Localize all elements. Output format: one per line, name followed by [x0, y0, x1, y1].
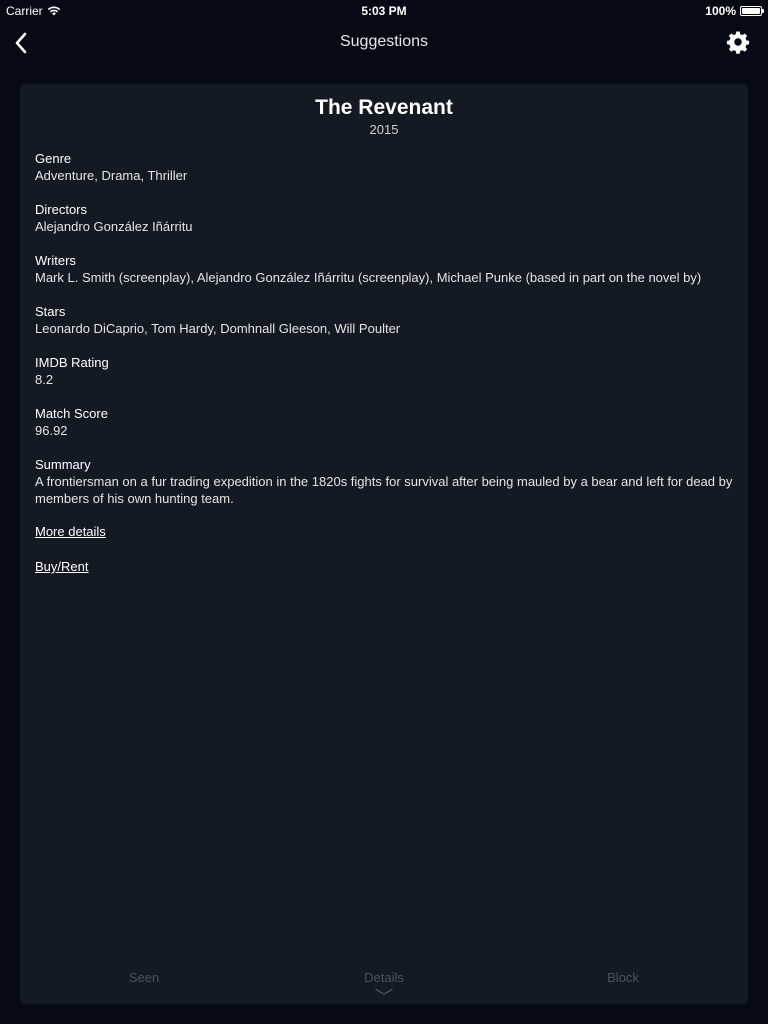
more-details-link[interactable]: More details — [35, 524, 106, 539]
field-value: Leonardo DiCaprio, Tom Hardy, Domhnall Gleeson, Will Poulter — [35, 321, 401, 336]
field-summary — [35, 456, 733, 507]
field-match-score — [35, 405, 733, 439]
chevron-down-icon — [374, 988, 394, 996]
movie-title: The Revenant — [315, 96, 453, 119]
movie-card — [20, 84, 748, 1004]
settings-button[interactable] — [726, 30, 750, 54]
battery-icon — [740, 6, 762, 16]
movie-fields — [35, 150, 733, 507]
field-label: Writers — [35, 253, 76, 268]
field-value: Mark L. Smith (screenplay), Alejandro González Iñárritu (screenplay), Michael Punke (based in part on the novel by) — [35, 270, 702, 285]
field-value: Alejandro González Iñárritu — [35, 219, 193, 234]
field-stars — [35, 303, 733, 337]
gear-icon — [726, 30, 750, 54]
field-value: A frontiersman on a fur trading expedition in the 1820s fights for survival after being mauled by a bear and left for dead by members of his own hunting team. — [35, 474, 733, 506]
status-time: 5:03 PM — [361, 4, 407, 18]
buy-rent-link[interactable]: Buy/Rent — [35, 559, 89, 574]
field-imdb-rating — [35, 354, 733, 388]
field-value: 96.92 — [35, 423, 68, 438]
field-value: Adventure, Drama, Thriller — [35, 168, 188, 183]
carrier-label: Carrier — [6, 4, 43, 18]
nav-bar — [0, 22, 768, 64]
field-label: Summary — [35, 457, 91, 472]
page-title: Suggestions — [339, 33, 429, 50]
bottom-tabs — [20, 962, 748, 1004]
field-value: 8.2 — [35, 372, 54, 387]
tab-details[interactable]: Details — [364, 970, 404, 985]
tab-seen[interactable]: Seen — [128, 970, 160, 985]
movie-year: 2015 — [369, 122, 399, 137]
field-label: Genre — [35, 151, 72, 166]
tab-block[interactable]: Block — [607, 970, 639, 985]
status-bar — [0, 0, 768, 22]
field-label: Directors — [35, 202, 88, 217]
field-label: Stars — [35, 304, 66, 319]
field-genre — [35, 150, 733, 184]
field-label: Match Score — [35, 406, 108, 421]
field-label: IMDB Rating — [35, 355, 109, 370]
field-directors — [35, 201, 733, 235]
battery-percent: 100% — [705, 4, 736, 18]
field-writers — [35, 252, 733, 286]
status-right — [705, 4, 762, 18]
battery-fill — [742, 8, 760, 14]
